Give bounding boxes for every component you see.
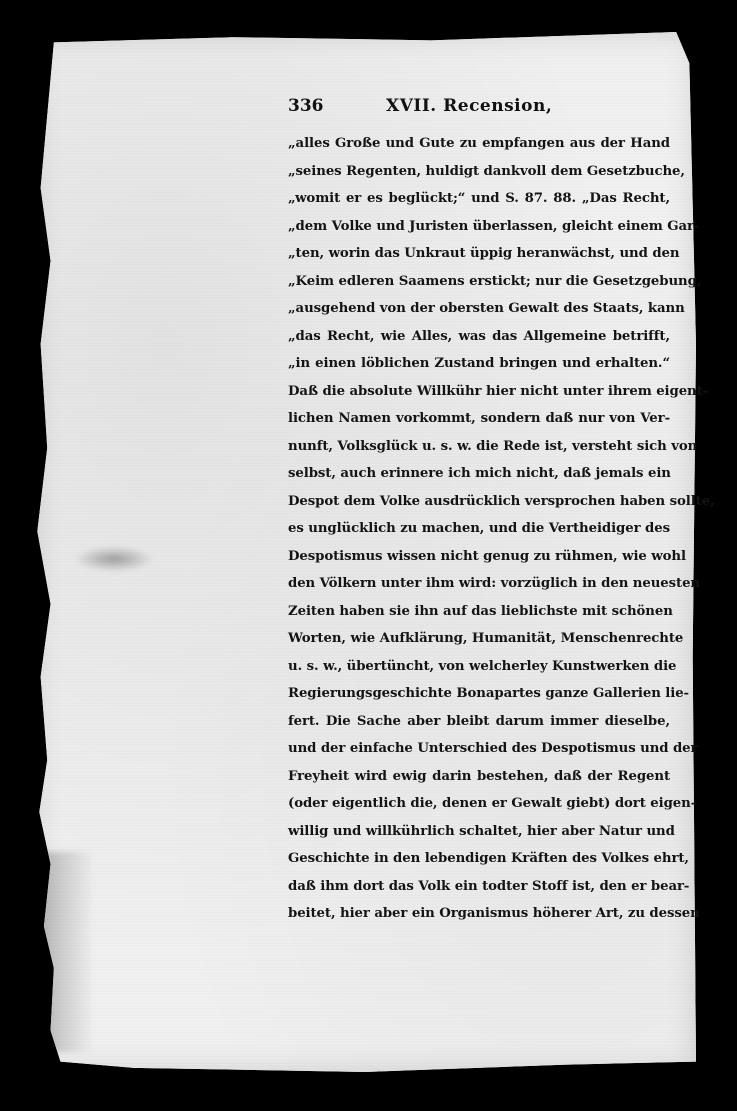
text-line: Daß die absolute Willkühr hier nicht unter ihrem eigent-	[288, 383, 709, 399]
text-line: selbst, auch erinnere ich mich nicht, daß jemals ein	[288, 466, 671, 481]
text-line: „ausgehend von der obersten Gewalt des Staats, kann	[288, 301, 685, 316]
text-line: daß ihm dort das Volk ein todter Stoff ist, den er bear-	[288, 878, 690, 894]
text-line: es unglücklich zu machen, und die Vertheidiger des	[288, 521, 670, 536]
text-line: lichen Namen vorkommt, sondern daß nur von Ver-	[288, 411, 670, 426]
text-line: „in einen löblichen Zustand bringen und erhalten.“	[288, 356, 670, 371]
text-line: fert. Die Sache aber bleibt darum immer dieselbe,	[288, 713, 670, 729]
text-line: Zeiten haben sie ihn auf das lieblichste mit schönen	[288, 603, 673, 619]
text-line: nunft, Volksglück u. s. w. die Rede ist, versteht sich von	[288, 438, 698, 454]
page-number: 336	[288, 96, 324, 116]
text-line: willig und willkührlich schaltet, hier aber Natur und	[288, 823, 675, 839]
text-line: „das Recht, wie Alles, was das Allgemeine betrifft,	[288, 328, 670, 344]
text-line: „womit er es beglückt;“ und S. 87. 88. „Das Recht,	[288, 191, 670, 206]
text-line: „ten, worin das Unkraut üppig heranwächst, und den	[288, 246, 680, 261]
ink-smudge	[74, 546, 154, 572]
text-line: Geschichte in den lebendigen Kräften des Volkes ehrt,	[288, 851, 689, 866]
text-line: Worten, wie Aufklärung, Humanität, Menschenrechte	[288, 631, 684, 646]
text-line: Regierungsgeschichte Bonapartes ganze Gallerien lie-	[288, 686, 689, 701]
edge-stain	[34, 852, 94, 1052]
text-line: (oder eigentlich die, denen er Gewalt giebt) dort eigen-	[288, 796, 697, 811]
text-line: Despotismus wissen nicht genug zu rühmen, wie wohl	[288, 548, 686, 564]
text-line: „seines Regenten, huldigt dankvoll dem Gesetzbuche,	[288, 163, 685, 179]
text-line: Freyheit wird ewig darin bestehen, daß der Regent	[288, 768, 670, 784]
body-text	[288, 130, 715, 928]
text-line: „Keim edleren Saamens erstickt; nur die Gesetzgebung,	[288, 273, 702, 289]
running-head: XVII. Recension,	[386, 96, 553, 116]
text-line: den Völkern unter ihm wird: vorzüglich in den neuesten	[288, 576, 700, 591]
text-line: Despot dem Volke ausdrücklich versprochen haben sollte,	[288, 493, 715, 509]
text-line: beitet, hier aber ein Organismus höherer Art, zu dessen	[288, 906, 700, 921]
text-line: „alles Große und Gute zu empfangen aus der Hand	[288, 136, 670, 151]
text-line: und der einfache Unterschied des Despotismus und der	[288, 741, 698, 756]
text-line: „dem Volke und Juristen überlassen, gleicht einem Gar-	[288, 218, 700, 234]
page-header	[288, 96, 660, 120]
text-line: u. s. w., übertüncht, von welcherley Kunstwerken die	[288, 658, 677, 674]
